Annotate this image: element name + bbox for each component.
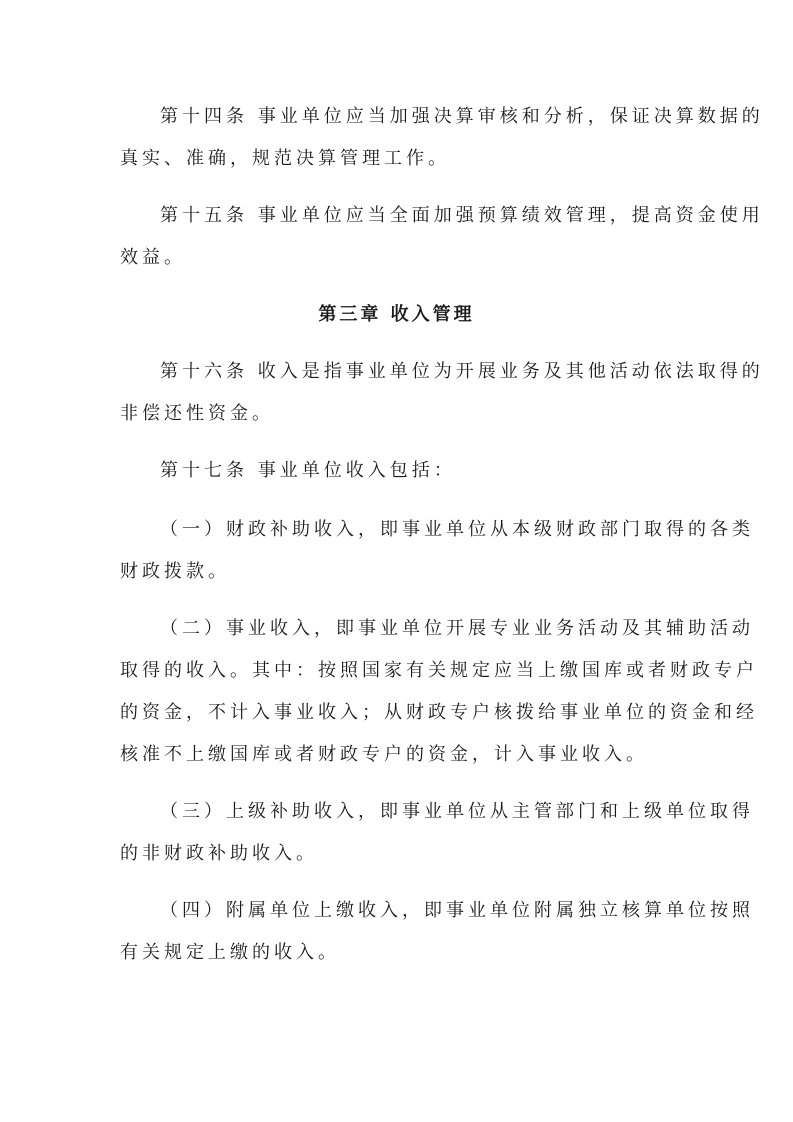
article-15-line-2: 效益。 bbox=[120, 247, 186, 268]
chapter-heading: 第三章 收入管理 bbox=[318, 304, 475, 325]
item-1-line-1: （一）财政补助收入，即事业单位从本级财政部门取得的各类 bbox=[160, 519, 754, 540]
item-2-line-1: （二）事业收入，即事业单位开展专业业务活动及其辅助活动 bbox=[160, 618, 754, 639]
item-2-line-2: 取得的收入。其中：按照国家有关规定应当上缴国库或者财政专户 bbox=[120, 660, 758, 681]
item-4-line-2: 有关规定上缴的收入。 bbox=[120, 942, 340, 963]
item-2-line-3: 的资金，不计入事业收入；从财政专户核拨给事业单位的资金和经 bbox=[120, 702, 758, 723]
article-15-line-1: 第十五条 事业单位应当全面加强预算绩效管理，提高资金使用 bbox=[160, 205, 764, 226]
item-4-line-1: （四）附属单位上缴收入，即事业单位附属独立核算单位按照 bbox=[160, 900, 754, 921]
article-14-line-2: 真实、准确，规范决算管理工作。 bbox=[120, 148, 450, 169]
article-16-line-2: 非偿还性资金。 bbox=[120, 403, 274, 424]
article-14-line-1: 第十四条 事业单位应当加强决算审核和分析，保证决算数据的 bbox=[160, 106, 764, 127]
article-17-line-1: 第十七条 事业单位收入包括： bbox=[160, 460, 456, 481]
item-3-line-1: （三）上级补助收入，即事业单位从主管部门和上级单位取得 bbox=[160, 801, 754, 822]
article-16-line-1: 第十六条 收入是指事业单位为开展业务及其他活动依法取得的 bbox=[160, 361, 764, 382]
item-2-line-4: 核准不上缴国库或者财政专户的资金，计入事业收入。 bbox=[120, 744, 648, 765]
item-1-line-2: 财政拨款。 bbox=[120, 561, 230, 582]
item-3-line-2: 的非财政补助收入。 bbox=[120, 843, 318, 864]
